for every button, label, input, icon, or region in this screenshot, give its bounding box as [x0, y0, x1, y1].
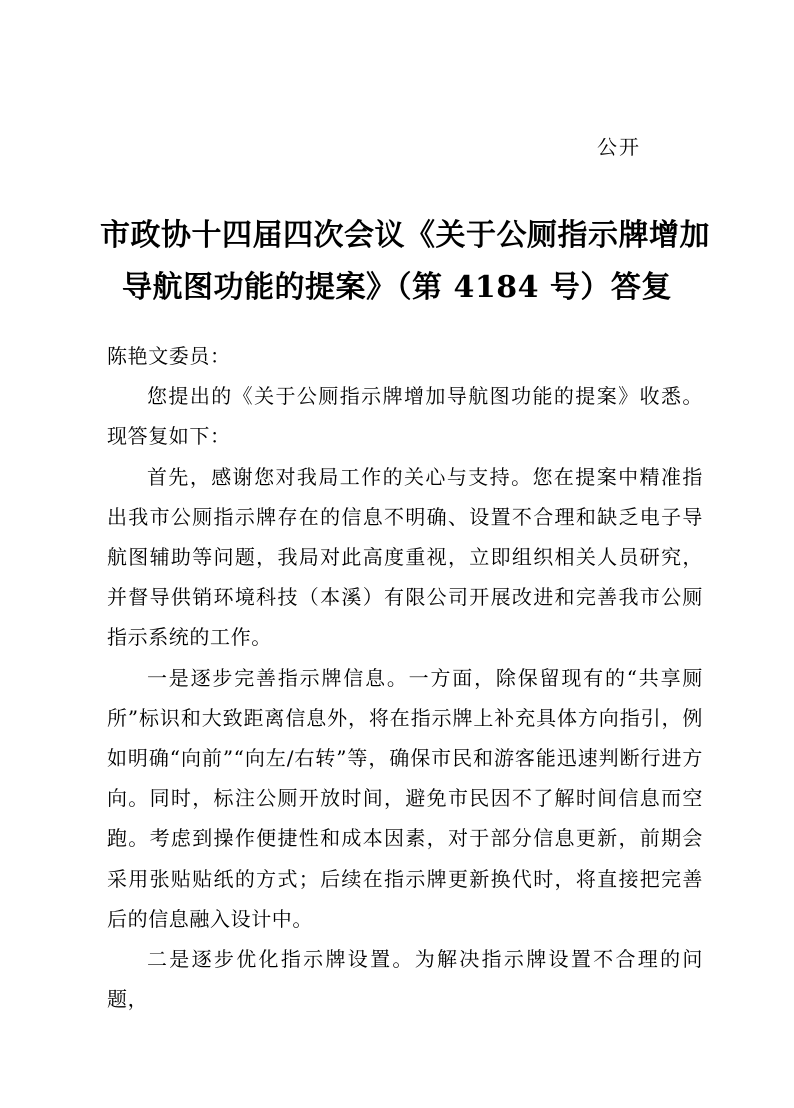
title-line-1: 市政协十四届四次会议《关于公厕指示牌增加 — [100, 218, 710, 253]
salutation: 陈艳文委员： — [107, 344, 231, 368]
paragraph-point-one: 一是逐步完善指示牌信息。一方面，除保留现有的“共享厕所”标识和大致距离信息外，将在指示牌上补充具体方向指引，例如明确“向前”“向左/右转”等，确保市民和游客能迅速判断行进方向。同时，标注公厕开放时间，避免市民因不了解时间信息而空跑。考虑到操作便捷性和成本因素，对于部分信息更新，前期会采用张贴贴纸的方式；后续在指示牌更新换代时，将直接把完善后的信息融入设计中。 — [107, 665, 703, 931]
paragraph-point-two: 二是逐步优化指示牌设置。为解决指示牌设置不合理的问题， — [107, 947, 703, 1012]
title-line-2: 导航图功能的提案》（第 4184 号）答复 — [122, 270, 672, 305]
paragraph-acknowledgement: 您提出的《关于公厕指示牌增加导航图功能的提案》收悉。现答复如下： — [107, 384, 703, 449]
disclosure-label: 公开 — [597, 135, 641, 159]
document-body — [107, 336, 703, 1019]
paragraph-thanks: 首先，感谢您对我局工作的关心与支持。您在提案中精准指出我市公厕指示牌存在的信息不明确、设置不合理和缺乏电子导航图辅助等问题，我局对此高度重视，立即组织相关人员研究，并督导供销环境科技（本溪）有限公司开展改进和完善我市公厕指示系统的工作。 — [107, 464, 703, 650]
document-title — [100, 210, 710, 314]
